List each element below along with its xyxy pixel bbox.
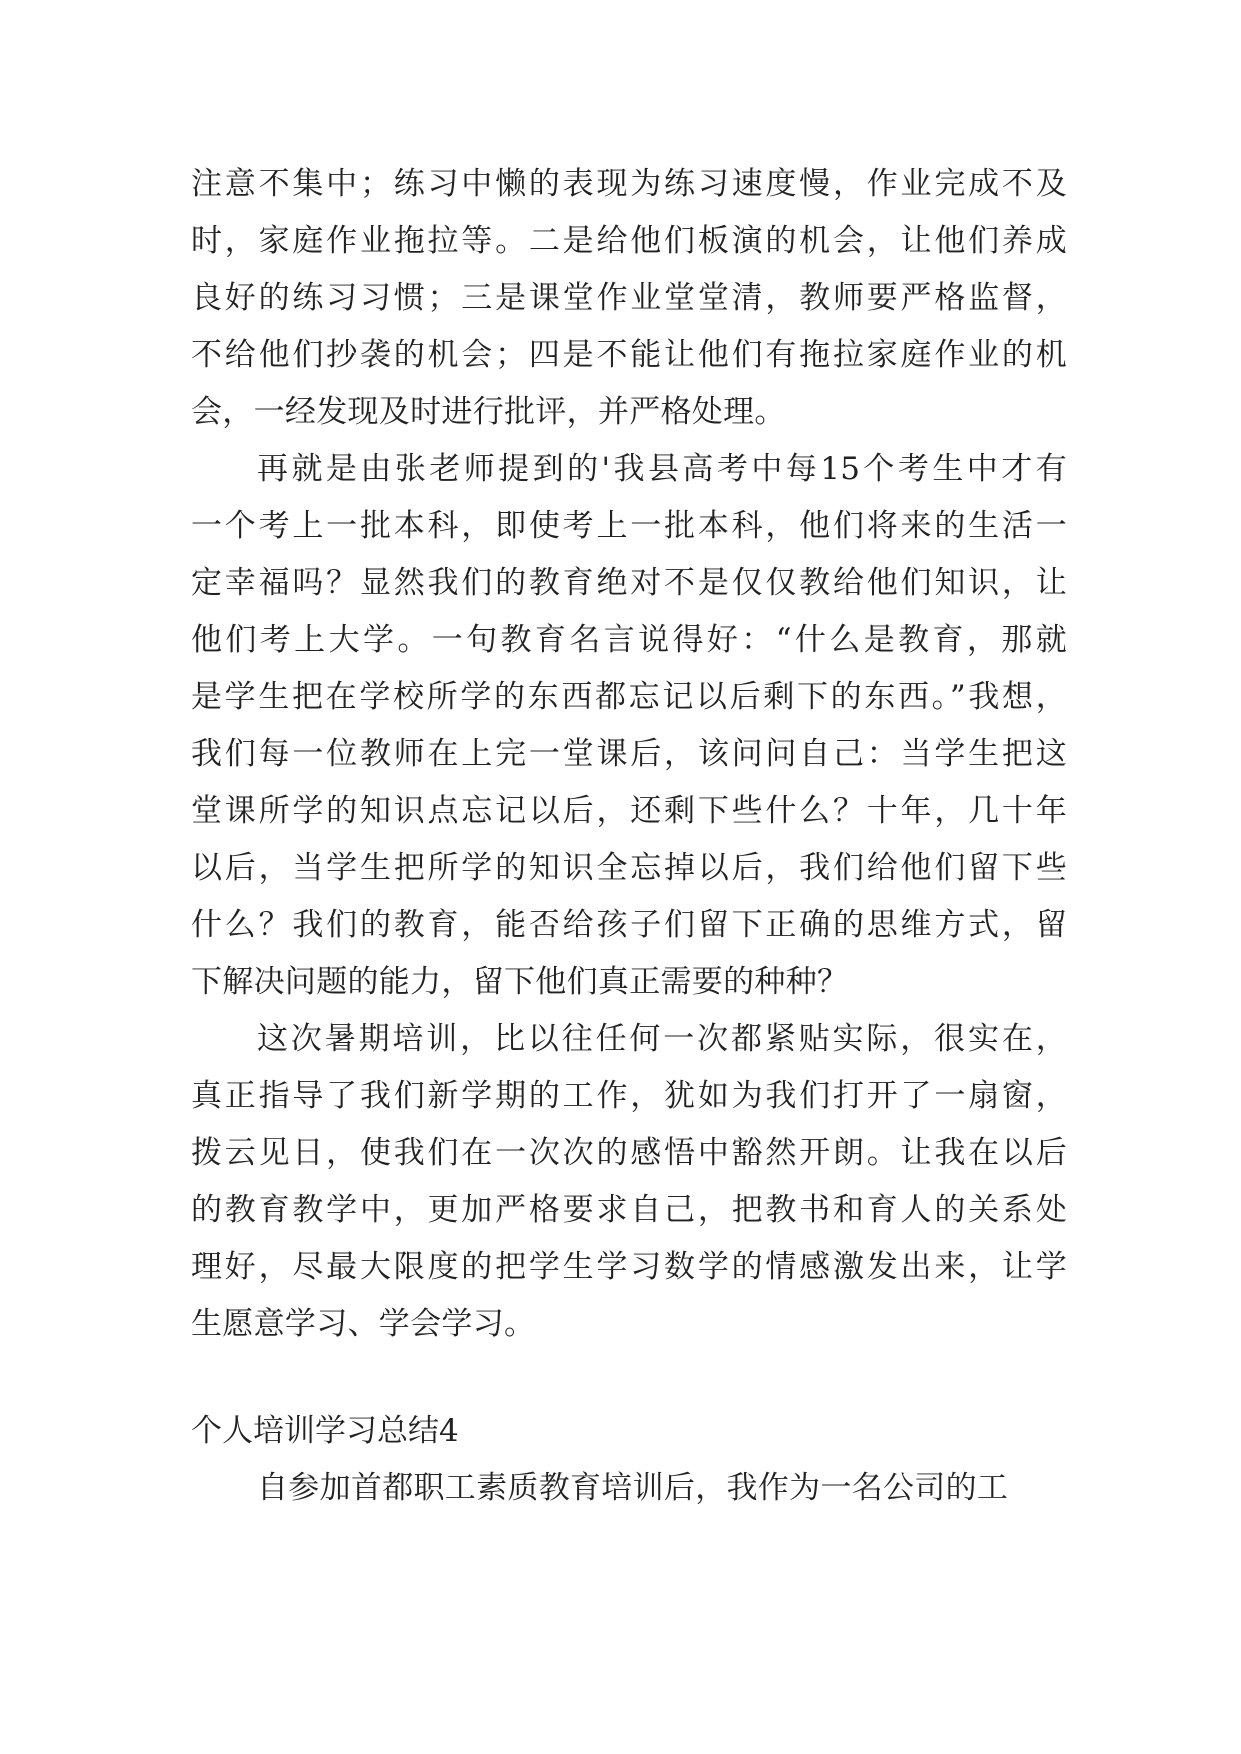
text-line: 一个考上一批本科，即使考上一批本科，他们将来的生活一 <box>191 508 1067 544</box>
text-line: 堂课所学的知识点忘记以后，还剩下些什么？十年，几十年 <box>191 793 1067 829</box>
text-line: 拨云见日，使我们在一次次的感悟中豁然开朗。让我在以后 <box>191 1135 1067 1171</box>
text-line: 生愿意学习、学会学习。 <box>191 1306 536 1342</box>
text-line: 以后，当学生把所学的知识全忘掉以后，我们给他们留下些 <box>191 850 1067 886</box>
text-line: 不给他们抄袭的机会；四是不能让他们有拖拉家庭作业的机 <box>191 337 1067 373</box>
text-line: 良好的练习习惯；三是课堂作业堂堂清，教师要严格监督， <box>191 280 1067 316</box>
text-line: 的教育教学中，更加严格要求自己，把教书和育人的关系处 <box>191 1192 1067 1228</box>
paragraph-3 <box>191 1011 1067 1353</box>
text-line: 他们考上大学。一句教育名言说得好：“什么是教育，那就 <box>191 622 1067 658</box>
text-line: 自参加首都职工素质教育培训后，我作为一名公司的工 <box>257 1470 1009 1506</box>
text-line: 再就是由张老师提到的'我县高考中每15个考生中才有 <box>257 451 1067 487</box>
document-body <box>191 156 1067 1517</box>
text-line: 时，家庭作业拖拉等。二是给他们板演的机会，让他们养成 <box>191 223 1067 259</box>
text-line: 理好，尽最大限度的把学生学习数学的情感激发出来，让学 <box>191 1249 1067 1285</box>
text-line: 真正指导了我们新学期的工作，犹如为我们打开了一扇窗， <box>191 1078 1067 1114</box>
section-heading: 个人培训学习总结4 <box>191 1413 459 1449</box>
paragraph-2 <box>191 441 1067 1011</box>
text-line: 定幸福吗？显然我们的教育绝对不是仅仅教给他们知识，让 <box>191 565 1067 601</box>
text-line: 我们每一位教师在上完一堂课后，该问问自己：当学生把这 <box>191 736 1067 772</box>
text-line: 什么？我们的教育，能否给孩子们留下正确的思维方式，留 <box>191 907 1067 943</box>
text-line: 下解决问题的能力，留下他们真正需要的种种？ <box>191 964 849 1000</box>
text-line: 这次暑期培训，比以往任何一次都紧贴实际，很实在， <box>257 1021 1067 1057</box>
paragraph-4 <box>191 1460 1067 1517</box>
text-line: 是学生把在学校所学的东西都忘记以后剩下的东西。”我想， <box>191 679 1067 715</box>
paragraph-1 <box>191 156 1067 441</box>
text-line: 会，一经发现及时进行批评，并严格处理。 <box>191 394 786 430</box>
text-line: 注意不集中；练习中懒的表现为练习速度慢，作业完成不及 <box>191 166 1067 202</box>
section-spacer <box>191 1353 1067 1403</box>
